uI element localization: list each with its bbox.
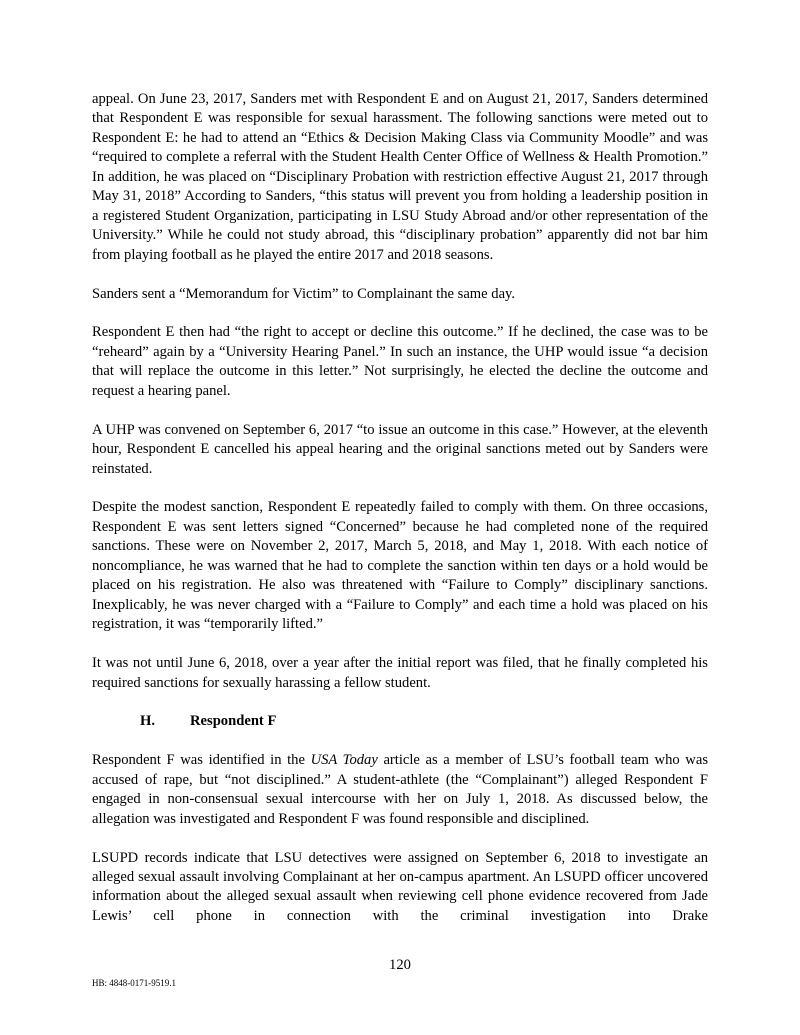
paragraph: LSUPD records indicate that LSU detectives were assigned on September 6, 2018 to investigate an alleged sexual assault involving Complainant at her on-campus apartment. An LSUPD officer uncovered information about the alleged sexual assault when reviewing cell phone evidence recovered from Jade Lewis’ cell phone in connection with the criminal investigation into Drake	[92, 849, 708, 924]
section-title: Respondent F	[190, 713, 277, 730]
paragraph: Respondent E then had “the right to accept or decline this outcome.” If he declined, the case was to be “reheard” again by a “University Hearing Panel.” In such an instance, the UHP would issue “a decision that will replace the outcome in this letter.” Not surprisingly, he elected the decline the outcome and request a hearing panel.	[92, 324, 708, 399]
paragraph: appeal. On June 23, 2017, Sanders met with Respondent E and on August 21, 2017, Sanders determined that Respondent E was responsible for sexual harassment. The following sanctions were meted out to Respondent E: he had to attend an “Ethics & Decision Making Class via Community Moodle” and was “required to complete a referral with the Student Health Center Office of Wellness & Health Promotion.” In addition, he was placed on “Disciplinary Probation with restriction effective August 21, 2017 through May 31, 2018” According to Sanders, “this status will prevent you from holding a leadership position in a registered Student Organization, participating in LSU Study Abroad and/or other representation of the University.” While he could not study abroad, this “disciplinary probation” apparently did not bar him from playing football as he played the entire 2017 and 2018 seasons.	[92, 91, 708, 263]
paragraph	[92, 751, 708, 829]
document-id-footer: HB: 4848-0171-9519.1	[92, 978, 176, 988]
paragraph: Sanders sent a “Memorandum for Victim” to Complainant the same day.	[92, 285, 516, 302]
section-heading	[92, 712, 708, 731]
paragraph: A UHP was convened on September 6, 2017 “to issue an outcome in this case.” However, at the eleventh hour, Respondent E cancelled his appeal hearing and the original sanctions meted out by Sanders were reinstated.	[92, 421, 708, 477]
document-body	[92, 90, 708, 926]
paragraph: It was not until June 6, 2018, over a year after the initial report was filed, that he finally completed his required sanctions for sexually harassing a fellow student.	[92, 655, 708, 691]
publication-title: USA Today	[310, 752, 378, 769]
page-number: 120	[389, 957, 411, 973]
section-number: H.	[140, 713, 155, 730]
paragraph: Despite the modest sanction, Respondent E repeatedly failed to comply with them. On three occasions, Respondent E was sent letters signed “Concerned” because he had completed none of the required sanctions. These were on November 2, 2017, March 5, 2018, and May 1, 2018. With each notice of noncompliance, he was warned that he had to complete the sanction within ten days or a hold would be placed on his registration. He also was threatened with “Failure to Comply” disciplinary sanctions. Inexplicably, he was never charged with a “Failure to Comply” and each time a hold was placed on his registration, it was “temporarily lifted.”	[92, 499, 708, 633]
text: article as a member of LSU’s football team who was accused of rape, but “not disciplined.” A student-athlete (the “Complainant”) alleged Respondent F engaged in non-consensual sexual intercourse with her on July 1, 2018. As discussed below, the allegation was investigated and Respondent F was found responsible and disciplined.	[92, 752, 709, 827]
text: Respondent F was identified in the	[92, 752, 311, 769]
